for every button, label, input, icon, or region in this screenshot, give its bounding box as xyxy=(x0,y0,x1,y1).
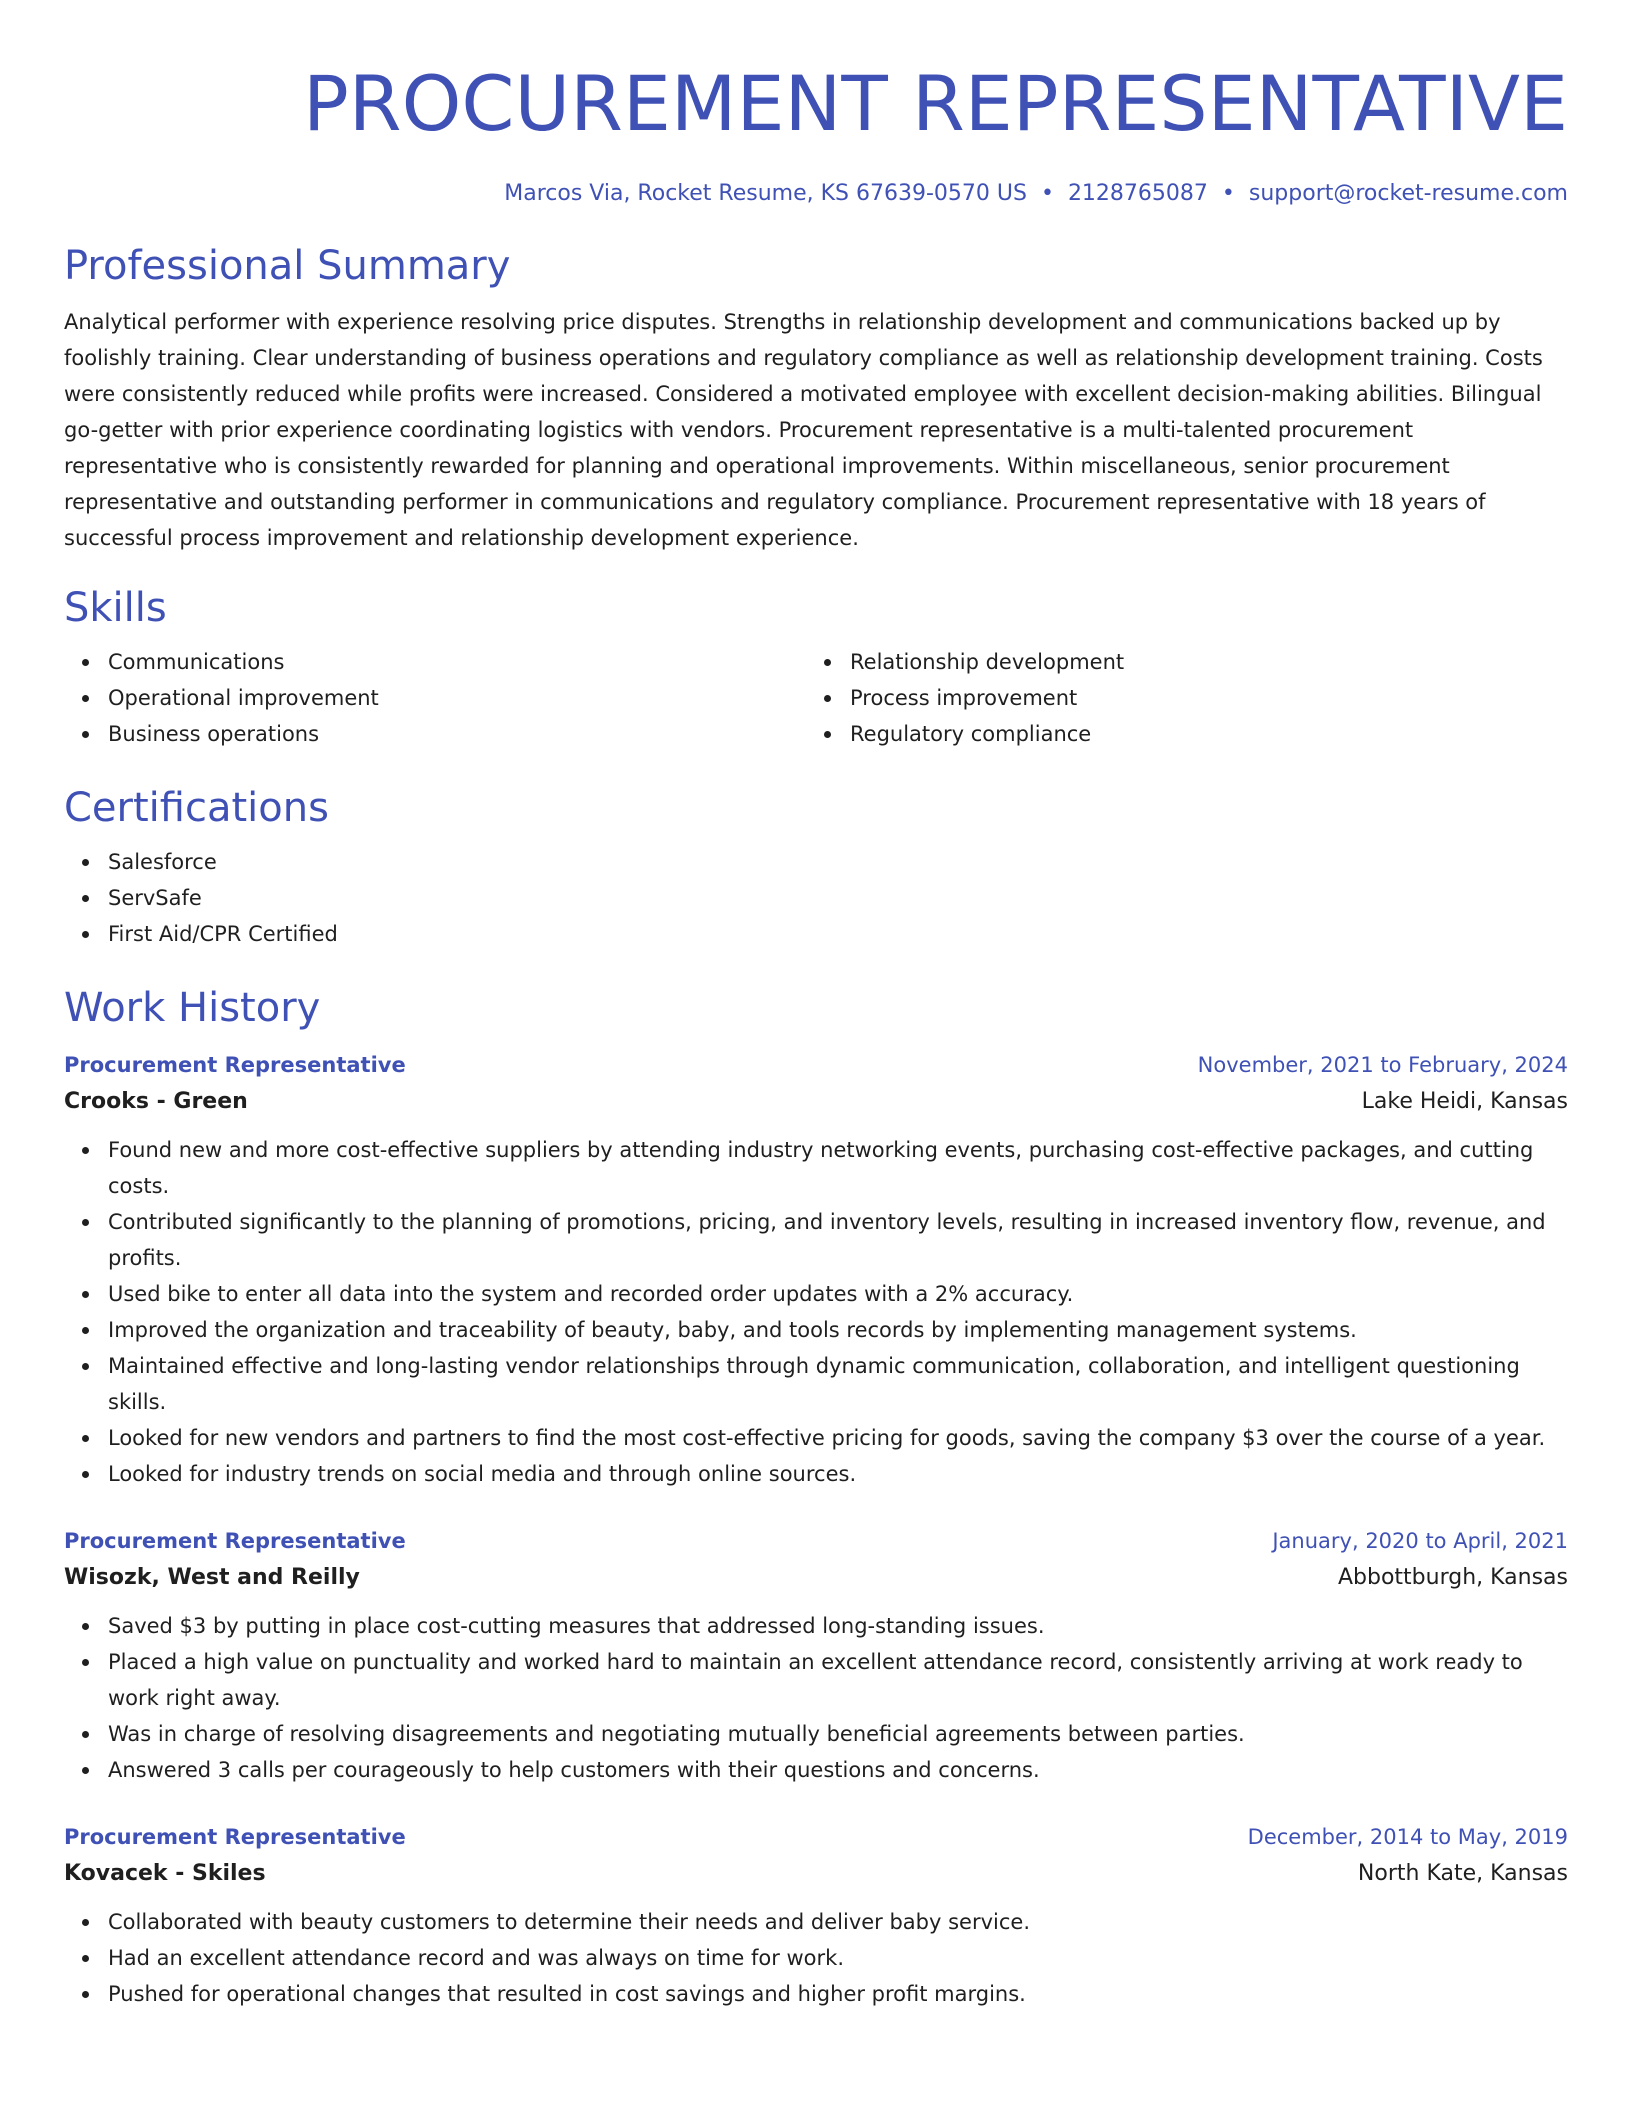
certifications-heading: Certifications xyxy=(64,785,329,831)
job-header xyxy=(64,1048,1568,1082)
skills-column-right xyxy=(806,644,1548,752)
job-location: North Kate, Kansas xyxy=(1357,1861,1568,1886)
resume-name: PROCUREMENT REPRESENTATIVE xyxy=(302,59,1568,148)
job-location: Lake Heidi, Kansas xyxy=(1361,1089,1568,1114)
job-bullet: Looked for industry trends on social media and through online sources. xyxy=(108,1456,1568,1492)
contact-phone: 2128765087 xyxy=(1067,181,1208,206)
job-subheader xyxy=(64,1082,1568,1122)
job-dates: November, 2021 to February, 2024 xyxy=(1197,1053,1568,1077)
job-bullet: Had an excellent attendance record and was always on time for work. xyxy=(108,1940,1568,1976)
contact-email: support@rocket-resume.com xyxy=(1248,181,1568,206)
contact-separator: • xyxy=(1221,181,1235,206)
job-bullet: Placed a high value on punctuality and worked hard to maintain an excellent attendance record, consistently arriving at work ready to work right away. xyxy=(108,1644,1568,1716)
certification-item: Salesforce xyxy=(108,844,1568,880)
job-bullet: Pushed for operational changes that resulted in cost savings and higher profit margins. xyxy=(108,1976,1568,2012)
job-bullets xyxy=(64,1608,1568,1788)
certification-item: ServSafe xyxy=(108,880,1568,916)
skill-item: Communications xyxy=(108,644,806,680)
job-bullet: Saved $3 by putting in place cost-cutting measures that addressed long-standing issues. xyxy=(108,1608,1568,1644)
job-bullets xyxy=(64,1132,1568,1492)
job-bullet: Improved the organization and traceability of beauty, baby, and tools records by implementing management systems. xyxy=(108,1312,1568,1348)
job-subheader xyxy=(64,1854,1568,1894)
skills-column-left xyxy=(64,644,806,752)
job-entry xyxy=(64,1820,1568,2012)
job-bullet: Used bike to enter all data into the system and recorded order updates with a 2% accuracy. xyxy=(108,1276,1568,1312)
summary-text: Analytical performer with experience resolving price disputes. Strengths in relationship development and communications backed up by foolishly training. Clear understanding of business operations and regulatory compliance as well as relationship development training. Costs were consistently reduced while profits were increased. Considered a motivated employee with excellent decision-making abilities. Bilingual go-getter with prior experience coordinating logistics with vendors. Procurement representative is a multi-talented procurement representative who is consistently rewarded for planning and operational improvements. Within miscellaneous, senior procurement representative and outstanding performer in communications and regulatory compliance. Procurement representative with 18 years of successful process improvement and relationship development experience. xyxy=(64,310,1543,550)
job-entry xyxy=(64,1524,1568,1788)
resume-page xyxy=(64,0,1568,2012)
job-entry xyxy=(64,1048,1568,1492)
certifications-list xyxy=(64,844,1568,952)
job-subheader xyxy=(64,1558,1568,1598)
skill-item: Regulatory compliance xyxy=(850,716,1548,752)
job-header xyxy=(64,1820,1568,1854)
job-title: Procurement Representative xyxy=(64,1825,406,1849)
job-bullet: Found new and more cost-effective suppliers by attending industry networking events, purchasing cost-effective packages, and cutting costs. xyxy=(108,1132,1568,1204)
skill-item: Process improvement xyxy=(850,680,1548,716)
job-company: Crooks - Green xyxy=(64,1089,248,1114)
job-title: Procurement Representative xyxy=(64,1053,406,1077)
job-bullet: Looked for new vendors and partners to find the most cost-effective pricing for goods, saving the company $3 over the course of a year. xyxy=(108,1420,1568,1456)
skill-item: Relationship development xyxy=(850,644,1548,680)
work-history-heading: Work History xyxy=(64,985,321,1031)
contact-separator: • xyxy=(1040,181,1054,206)
job-bullet: Was in charge of resolving disagreements and negotiating mutually beneficial agreements between parties. xyxy=(108,1716,1568,1752)
job-company: Wisozk, West and Reilly xyxy=(64,1565,360,1590)
skills-list xyxy=(64,644,1568,752)
contact-line xyxy=(64,178,1568,210)
skills-heading: Skills xyxy=(64,585,167,631)
job-bullets xyxy=(64,1904,1568,2012)
job-bullet: Contributed significantly to the planning of promotions, pricing, and inventory levels, resulting in increased inventory flow, revenue, and profits. xyxy=(108,1204,1568,1276)
job-bullet: Maintained effective and long-lasting vendor relationships through dynamic communication, collaboration, and intelligent questioning skills. xyxy=(108,1348,1568,1420)
contact-address: Marcos Via, Rocket Resume, KS 67639-0570 US xyxy=(504,181,1027,206)
job-bullet: Answered 3 calls per courageously to help customers with their questions and concerns. xyxy=(108,1752,1568,1788)
job-title: Procurement Representative xyxy=(64,1529,406,1553)
skill-item: Operational improvement xyxy=(108,680,806,716)
job-location: Abbottburgh, Kansas xyxy=(1337,1565,1568,1590)
skill-item: Business operations xyxy=(108,716,806,752)
certification-item: First Aid/CPR Certified xyxy=(108,916,1568,952)
job-bullet: Collaborated with beauty customers to determine their needs and deliver baby service. xyxy=(108,1904,1568,1940)
job-header xyxy=(64,1524,1568,1558)
job-company: Kovacek - Skiles xyxy=(64,1861,266,1886)
job-dates: December, 2014 to May, 2019 xyxy=(1247,1825,1568,1849)
summary-heading: Professional Summary xyxy=(64,243,511,289)
job-dates: January, 2020 to April, 2021 xyxy=(1272,1529,1568,1553)
